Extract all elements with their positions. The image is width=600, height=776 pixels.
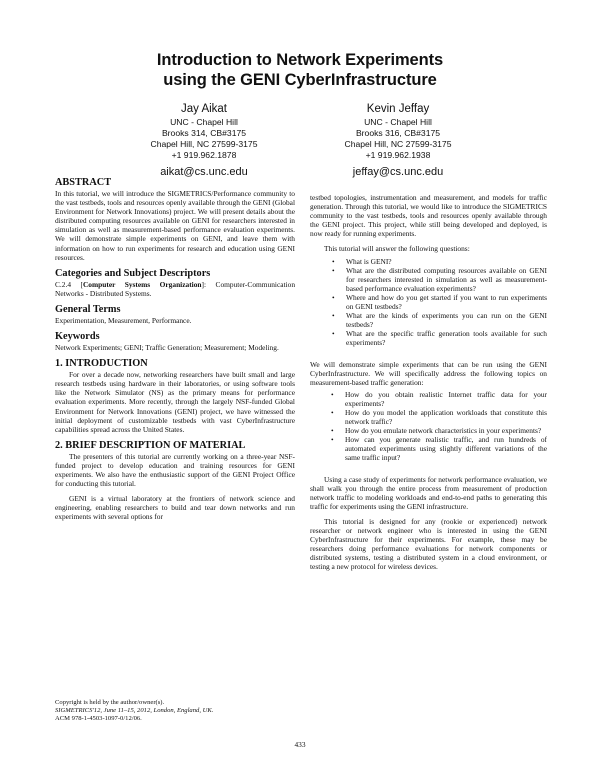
author-phone: +1 919.962.1938 (365, 150, 431, 160)
author-email: jeffay@cs.unc.edu (352, 166, 444, 178)
keywords-text: Network Experiments; GENI; Traffic Generation; Measurement; Modeling. (55, 343, 279, 353)
case-study-paragraph: Using a case study of experiments for network performance evaluation, we shall walk you through the entire process from measurement of production network traffic to modeling workloads and end-to-end paths to generating this traffic for experiments using the GENI infrastructure. (310, 474, 547, 511)
list-item: • What is GENI? (346, 257, 547, 266)
categories-rest: ]: Computer-Communication Networks - Distributed Systems. (55, 279, 296, 298)
list-item: • What are the distributed computing resources available on GENI for researchers interested in simulation as well as measurement-based performance evaluation experiments? (346, 266, 547, 293)
author-phone: +1 919.962.1878 (171, 150, 237, 160)
author-city: Chapel Hill, NC 27599-3175 (150, 139, 258, 149)
categories-code: C.2.4 [ (55, 279, 83, 289)
list-item: • How do you emulate network characteristics in your experiments? (345, 426, 547, 435)
author-block-2 (298, 102, 498, 179)
footnote-line-3: ACM 978-1-4503-1097-0/12/06. (55, 715, 142, 722)
audience-paragraph: This tutorial is designed for any (rookie or experienced) network researcher or network engineer who is interested in using the GENI CyberInfrastructure for their experiments. For example, these may be researchers doing performance evaluations for network components or distributed systems, testing a distributed system in a cloud environment, or testing a new protocol for wireless devices. (310, 516, 547, 572)
right-column (310, 193, 547, 571)
paper-title-line-2: using the GENI CyberInfrastructure (163, 71, 437, 89)
left-column (55, 177, 295, 521)
categories-heading: Categories and Subject Descriptors (55, 267, 211, 279)
abstract-text: In this tutorial, we will introduce the SIGMETRICS/Performance community to the vast testbeds, tools and resources openly available through the GENI (Global Environment for Network Innovations) project. We will present details about the distributed computing resources available on GENI for researchers interested in simulation as well as measurement-based performance evaluation experiments. We will demonstrate simple experiments on GENI, and leave them with information on how to run experiments for research and education using GENI resources. (55, 189, 295, 262)
questions-intro: This tutorial will answer the following questions: (324, 244, 470, 254)
author-name: Jay Aikat (180, 103, 228, 115)
categories-bold: Computer Systems Organization (82, 279, 202, 289)
abstract-heading: ABSTRACT (55, 177, 112, 188)
brief-description-para-2: GENI is a virtual laboratory at the frontiers of network science and engineering, enabling researchers to build and tear down networks and run experiments with several options for (55, 494, 295, 522)
brief-description-heading: 2. BRIEF DESCRIPTION OF MATERIAL (55, 439, 246, 451)
author-institution: UNC - Chapel Hill (364, 117, 432, 127)
list-item: • How do you model the application workloads that constitute this network traffic? (345, 408, 547, 426)
author-office: Brooks 316, CB#3175 (355, 128, 441, 138)
keywords-heading: Keywords (55, 331, 100, 343)
author-email: aikat@cs.unc.edu (160, 166, 248, 178)
list-item: • What are the specific traffic generation tools available for such experiments? (346, 329, 547, 347)
paragraph-continued: testbed topologies, instrumentation and measurement, and models for traffic generation. Through this tutorial, we would like to introduce the SIGMETRICS community to the vast testbeds, tools and resources openly available through the GENI project. This project, while still being developed and deployed, is now ready for running experiments. (310, 193, 547, 239)
demo-intro: We will demonstrate simple experiments that can be run using the GENI CyberInfrastructure. We will specifically address the following topics on measurement-based traffic generation: (310, 359, 547, 387)
brief-description-para-1: The presenters of this tutorial are currently working on a three-year NSF-funded project to develop education and training resources for GENI experiments. We also have the enthusiastic support of the GENI Project Office for conducting this tutorial. (55, 451, 295, 489)
author-block-1 (104, 102, 304, 179)
topics-list (310, 390, 547, 463)
footnote-line-2: SIGMETRICS'12, June 11–15, 2012, London, England, UK. (55, 707, 214, 714)
author-city: Chapel Hill, NC 27599-3175 (344, 139, 452, 149)
list-item: • How can you generate realistic traffic, and run hundreds of automated experiments using slightly different variations of the same traffic input? (345, 435, 547, 462)
author-office: Brooks 314, CB#3175 (161, 128, 247, 138)
footnote-line-1: Copyright is held by the author/owner(s). (55, 699, 165, 706)
list-item: • What are the kinds of experiments you can run on the GENI testbeds? (346, 311, 547, 329)
list-item: • How do you obtain realistic Internet traffic data for your experiments? (345, 390, 547, 408)
author-institution: UNC - Chapel Hill (170, 117, 238, 127)
introduction-text: For over a decade now, networking researchers have built small and large research testbeds using hardware in their laboratories, or using software tools like the Network Simulator (NS) as the primary means for performance evaluation experiments. More recently, through the largely NSF-funded Global Environment for Network Innovations (GENI) project, we have witnessed the initial deployment of customizable testbeds with vast CyberInfrastructure capabilities spread across the United States. (55, 370, 295, 434)
author-name: Kevin Jeffay (366, 103, 430, 115)
categories-text (55, 280, 295, 298)
questions-list (310, 257, 547, 348)
general-terms-text: Experimentation, Measurement, Performance. (55, 315, 192, 325)
introduction-heading: 1. INTRODUCTION (55, 358, 148, 370)
page-number: 433 (294, 740, 306, 749)
general-terms-heading: General Terms (55, 303, 121, 315)
paper-title-line-1: Introduction to Network Experiments (156, 51, 444, 69)
list-item: • Where and how do you get started if you want to run experiments on GENI testbeds? (346, 293, 547, 311)
copyright-footnote (55, 699, 295, 723)
